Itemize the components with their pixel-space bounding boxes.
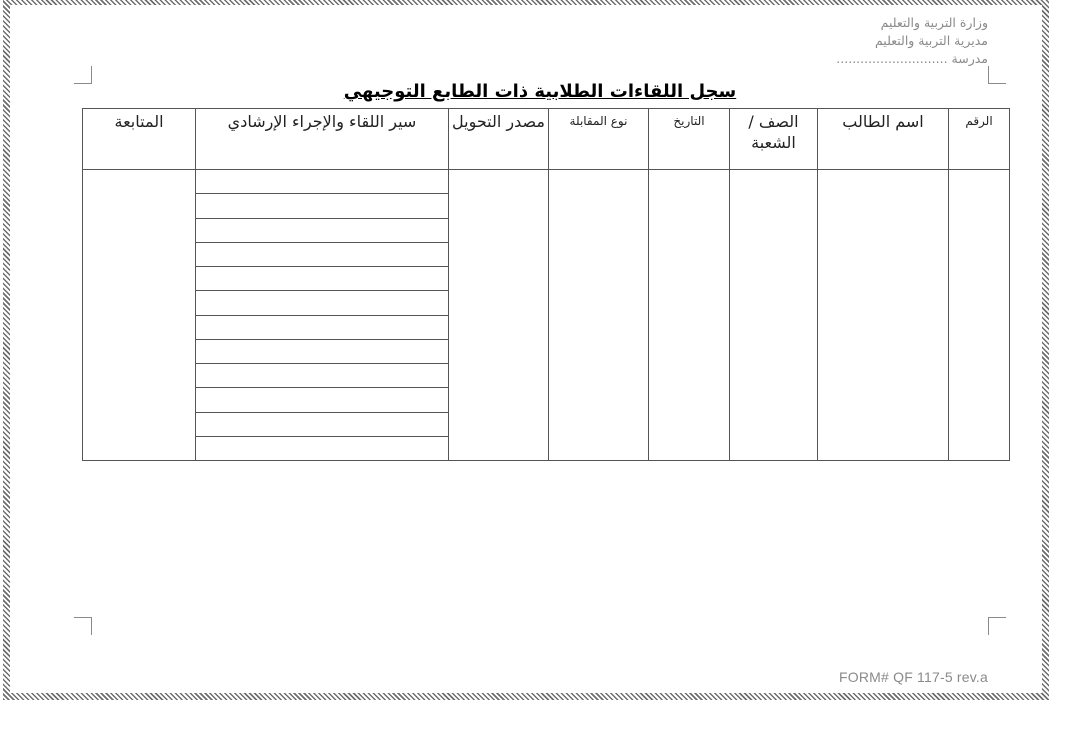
procedure-line[interactable]	[196, 316, 448, 340]
student-name-cell[interactable]	[818, 170, 949, 461]
procedure-lines	[196, 170, 448, 460]
column-header-number: الرقم	[949, 109, 1010, 170]
procedure-line[interactable]	[196, 194, 448, 218]
procedure-line[interactable]	[196, 437, 448, 460]
meeting-procedure-cell	[196, 170, 449, 461]
document-title: سجل اللقاءات الطلابية ذات الطابع التوجيهي	[343, 81, 737, 102]
procedure-line[interactable]	[196, 291, 448, 315]
number-cell[interactable]	[949, 170, 1010, 461]
date-cell[interactable]	[649, 170, 730, 461]
procedure-line[interactable]	[196, 243, 448, 267]
table-body-row	[83, 170, 1010, 461]
column-header-meeting-procedure: سير اللقاء والإجراء الإرشادي	[196, 109, 449, 170]
procedure-line[interactable]	[196, 219, 448, 243]
follow-up-cell[interactable]	[83, 170, 196, 461]
form-code: FORM# QF 117-5 rev.a	[839, 669, 988, 685]
procedure-line[interactable]	[196, 413, 448, 437]
school-name: مدرسة ............................	[836, 51, 988, 66]
procedure-line[interactable]	[196, 340, 448, 364]
procedure-line[interactable]	[196, 388, 448, 412]
column-header-referral-source: مصدر التحويل	[449, 109, 549, 170]
column-header-follow-up: المتابعة	[83, 109, 196, 170]
column-header-student-name: اسم الطالب	[818, 109, 949, 170]
procedure-line[interactable]	[196, 170, 448, 194]
column-header-class-section: الصف / الشعبة	[730, 109, 818, 170]
table-header-row	[83, 109, 1010, 170]
referral-source-cell[interactable]	[449, 170, 549, 461]
directorate-name: مديرية التربية والتعليم	[874, 33, 988, 48]
procedure-line[interactable]	[196, 364, 448, 388]
class-section-cell[interactable]	[730, 170, 818, 461]
procedure-line[interactable]	[196, 267, 448, 291]
interview-type-cell[interactable]	[549, 170, 649, 461]
crop-mark-bottom-right	[988, 617, 1006, 635]
crop-mark-bottom-left	[74, 617, 92, 635]
column-header-interview-type: نوع المقابلة	[549, 109, 649, 170]
meetings-log-table	[82, 108, 1010, 461]
column-header-date: التاريخ	[649, 109, 730, 170]
header-block	[728, 14, 988, 68]
ministry-name: وزارة التربية والتعليم	[880, 15, 988, 30]
